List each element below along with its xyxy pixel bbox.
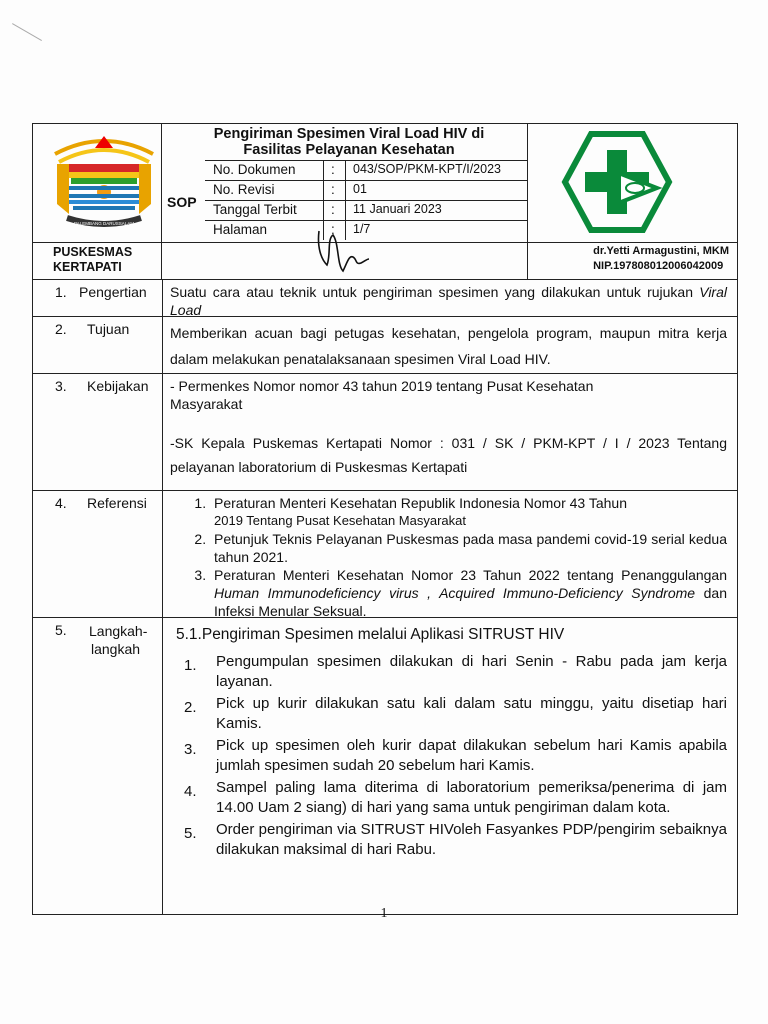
section-label: Pengertian bbox=[79, 284, 147, 300]
info-label: No. Dokumen bbox=[213, 162, 296, 177]
info-label: Tanggal Terbit bbox=[213, 202, 297, 217]
organization-name bbox=[53, 245, 132, 275]
palembang-city-logo bbox=[45, 134, 163, 234]
step-text: Order pengiriman via SITRUST HIVoleh Fasyankes PDP/pengirim sebaiknya dilakukan maksimal di hari Rabu. bbox=[216, 821, 727, 858]
policy-2: -SK Kepala Puskemas Kertapati Nomor : 031 / SK / PKM-KPT / I / 2023 Tentang pelayanan laboratorium di Puskesmas Kertapati bbox=[170, 435, 727, 475]
step-list bbox=[170, 652, 727, 860]
section-label-line: Langkah- bbox=[89, 623, 148, 639]
title-line-1: Pengiriman Spesimen Viral Load HIV di bbox=[213, 126, 485, 142]
info-row bbox=[205, 201, 527, 221]
scan-artifact bbox=[0, 23, 42, 62]
info-value: 1/7 bbox=[353, 222, 371, 236]
page-number: 1 bbox=[380, 906, 388, 921]
section-content: Memberikan acuan bagi petugas kesehatan, pengelola program, maupun mitra kerja dalam melakukan penatalaksanaan spesimen Viral Load HIV. bbox=[170, 325, 727, 367]
section-label bbox=[89, 622, 147, 658]
reference-text: 2019 Tentang Pusat Kesehatan Masyarakat bbox=[214, 513, 466, 528]
step-number: 2. bbox=[184, 699, 197, 716]
info-value: 11 Januari 2023 bbox=[353, 202, 442, 216]
title-line-2: Fasilitas Pelayanan Kesehatan bbox=[243, 142, 455, 158]
step-text: Pick up spesimen oleh kurir dapat dilakukan sebelum hari Kamis apabila jumlah spesimen sudah 20 sebelum hari Kamis. bbox=[216, 737, 727, 774]
section-number: 2. bbox=[55, 321, 67, 337]
section-number: 4. bbox=[55, 495, 67, 511]
info-colon: : bbox=[331, 182, 335, 197]
section-number: 5. bbox=[55, 622, 67, 638]
section-label: Kebijakan bbox=[87, 378, 149, 394]
reference-item: 2. Petunjuk Teknis Pelayanan Puskesmas pada masa pandemi covid-19 serial kedua tahun 2021. bbox=[210, 530, 727, 566]
reference-item bbox=[210, 566, 727, 620]
org-line-1: PUSKESMAS bbox=[53, 245, 133, 259]
step-number: 5. bbox=[184, 825, 197, 842]
reference-text: 1. Peraturan Menteri Kesehatan Republik Indonesia Nomor 43 Tahun bbox=[214, 495, 627, 511]
sop-label: SOP bbox=[167, 194, 197, 210]
subsection-title: 5.1.Pengiriman Spesimen melalui Aplikasi SITRUST HIV bbox=[176, 626, 565, 643]
puskesmas-logo bbox=[561, 130, 673, 234]
section-content bbox=[170, 283, 727, 319]
handwritten-signature bbox=[313, 225, 371, 277]
section-label: Referensi bbox=[87, 495, 147, 511]
step-number: 3. bbox=[184, 741, 197, 758]
info-colon: : bbox=[331, 202, 335, 217]
info-colon: : bbox=[331, 222, 335, 237]
info-row bbox=[205, 181, 527, 201]
policy-1: - Permenkes Nomor nomor 43 tahun 2019 tentang Pusat Kesehatan Masyarakat bbox=[170, 378, 594, 412]
info-label: No. Revisi bbox=[213, 182, 275, 197]
section-number: 3. bbox=[55, 378, 67, 394]
section-pengertian bbox=[33, 280, 737, 317]
org-line-2: KERTAPATI bbox=[53, 260, 122, 274]
step-text: Pengumpulan spesimen dilakukan di hari Senin - Rabu pada jam kerja layanan. bbox=[216, 653, 727, 690]
step-item bbox=[176, 820, 727, 860]
step-item bbox=[176, 694, 727, 734]
step-item bbox=[176, 736, 727, 776]
section-referensi bbox=[33, 491, 737, 618]
info-row bbox=[205, 161, 527, 181]
reference-text: Peraturan Menteri Kesehatan Nomor 23 Tahun 2022 tentang Penanggulangan bbox=[214, 567, 727, 583]
reference-list bbox=[170, 494, 727, 620]
reference-text: dan Infeksi Menular Seksual. bbox=[214, 585, 727, 619]
info-value: 043/SOP/PKM-KPT/I/2023 bbox=[353, 162, 501, 176]
section-kebijakan bbox=[33, 374, 737, 491]
section-langkah bbox=[33, 618, 737, 914]
signature-row bbox=[33, 243, 737, 280]
sop-table bbox=[32, 123, 738, 915]
section-number: 1. bbox=[55, 284, 67, 300]
step-text: Sampel paling lama diterima di laboratorium pemeriksa/penerima di jam 14.00 Uam 2 siang) di hari yang sama untuk pengiriman dalam kota. bbox=[216, 779, 727, 816]
reference-item bbox=[210, 494, 727, 530]
step-item bbox=[176, 652, 727, 692]
step-item bbox=[176, 778, 727, 818]
signatory bbox=[593, 244, 729, 274]
info-label: Halaman bbox=[213, 222, 268, 237]
section-tujuan bbox=[33, 317, 737, 374]
signatory-nip: NIP.197808012006042009 bbox=[593, 260, 724, 272]
reference-italic: Human Immunodeficiency virus , Acquired Immuno-Deficiency Syndrome bbox=[214, 585, 696, 601]
sop-title bbox=[171, 126, 527, 158]
step-number: 4. bbox=[184, 783, 197, 800]
section-label: Tujuan bbox=[87, 321, 130, 337]
section-content bbox=[170, 377, 727, 479]
step-number: 1. bbox=[184, 657, 197, 674]
logo-caption: PALEMBANG DARUSSALAM bbox=[74, 221, 134, 226]
signatory-name: dr.Yetti Armagustini, MKM bbox=[593, 245, 729, 257]
section-content bbox=[170, 494, 727, 620]
section-label-line: langkah bbox=[91, 641, 141, 657]
sop-header bbox=[33, 124, 737, 243]
info-colon: : bbox=[331, 162, 335, 177]
definition-italic: Viral Load bbox=[170, 284, 727, 318]
definition-text: Suatu cara atau teknik untuk pengiriman spesimen yang dilakukan untuk rujukan bbox=[170, 284, 700, 300]
info-value: 01 bbox=[353, 182, 367, 196]
step-text: Pick up kurir dilakukan satu kali dalam satu minggu, yaitu disetiap hari Kamis. bbox=[216, 695, 727, 732]
section-content bbox=[170, 626, 727, 862]
